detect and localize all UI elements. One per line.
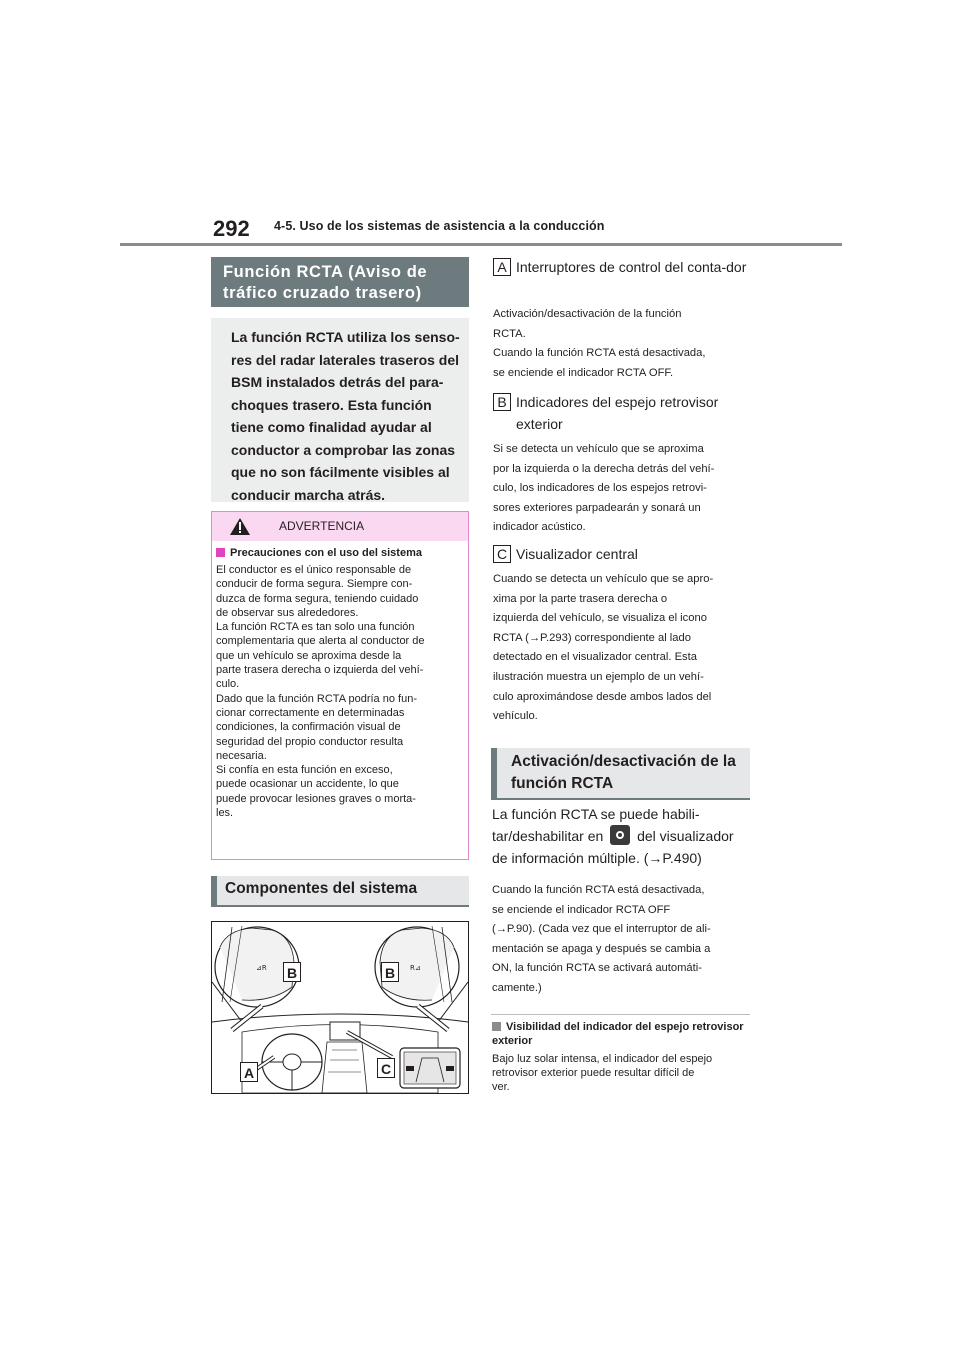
activation-text-before: La función RCTA se puede habili-tar/deshabilitar en (492, 806, 700, 844)
item-a-title: Interruptores de control del conta-dor (516, 259, 747, 275)
visibility-subtitle (492, 1020, 752, 1048)
label-c: C (377, 1058, 395, 1078)
system-components-illustration (211, 921, 469, 1094)
svg-text:⊿R: ⊿R (256, 964, 267, 972)
visibility-body: Bajo luz solar intensa, el indicador del espejo retrovisor exterior puede resultar difícil de ver. (492, 1053, 713, 1093)
warning-subtitle-text: Precauciones con el uso del sistema (230, 547, 422, 559)
activation-heading: Activación/desactivación de la función RCTA (491, 748, 750, 800)
section-divider (491, 1014, 750, 1015)
visibility-subtitle-text: Visibilidad del indicador del espejo retrovisor exterior (492, 1021, 744, 1047)
item-c-key: C (493, 545, 511, 563)
item-c-title: Visualizador central (516, 546, 638, 562)
item-b-key: B (493, 393, 511, 411)
item-a-key: A (493, 258, 511, 276)
warning-box (211, 511, 469, 860)
rcta-section-heading: Función RCTA (Aviso de tráfico cruzado trasero) (211, 257, 469, 307)
activation-desc: Cuando la función RCTA está desactivada, se enciende el indicador RCTA OFF (→P.90). (Cada vez que el interruptor de ali- mentación se apaga y después se cambia a ON, la función RCTA se activará automáti- camente.) (492, 884, 711, 994)
warning-subtitle (216, 547, 422, 559)
item-a (493, 258, 755, 379)
item-c (493, 545, 755, 723)
label-b-right: B (381, 962, 399, 982)
warning-body: El conductor es el único responsable de conducir de forma segura. Siempre con- duzca de forma segura, teniendo cuidado de observar sus alrededores. La función RCTA es tan solo una función complementaria que alerta al conductor de que un vehículo se aproxima desde la parte trasera derecha o izquierda del vehí- culo. Dado que la función RCTA podría no fun- cionar correctamente en determinadas condiciones, la confirmación visual de seguridad del propio conductor resulta necesaria. Si confía en esta función en exceso, puede ocasionar un accidente, lo que puede provocar lesiones graves o morta- les. (216, 564, 425, 820)
page-number: 292 (213, 216, 250, 241)
header-rule (120, 243, 842, 246)
activation-text (492, 803, 752, 869)
svg-text:R⊿: R⊿ (410, 964, 421, 972)
components-heading: Componentes del sistema (211, 876, 469, 907)
warning-title: ADVERTENCIA (279, 519, 365, 533)
item-b-title: Indicadores del espejo retrovisor exterior (516, 394, 719, 432)
warning-exclamation-mark (239, 522, 241, 530)
item-b (493, 393, 755, 534)
rcta-intro-text: La función RCTA utiliza los senso-res del radar laterales traseros del BSM instalados detrás del para-choques trasero. Esta función tiene como finalidad ayudar al conductor a comprobar las zonas que no son fácilmente visibles al conducir marcha atrás. (211, 318, 469, 502)
warning-exclamation-dot (239, 531, 241, 533)
pink-square-bullet-icon (216, 548, 225, 557)
activation-text-after: del visualizador de información múltiple. (→P.490) (492, 828, 734, 866)
label-a: A (240, 1062, 258, 1082)
chapter-title: 4-5. Uso de los sistemas de asistencia a la conducción (274, 219, 605, 233)
item-b-desc: Si se detecta un vehículo que se aproxima por la izquierda o la derecha detrás del vehí- culo, los indicadores de los espejos retrovi- sores exteriores parpadearán y sonará un indicador acústico. (493, 443, 715, 534)
label-b-left: B (283, 962, 301, 982)
item-a-desc: Activación/desactivación de la función RCTA. Cuando la función RCTA está desactivada, se enciende el indicador RCTA OFF. (493, 308, 706, 379)
gray-square-bullet-icon (492, 1022, 501, 1031)
settings-gear-icon (610, 825, 630, 845)
item-c-desc: Cuando se detecta un vehículo que se apro- xima por la parte trasera derecha o izquierda del vehículo, se visualiza el icono RCTA (→P.293) correspondiente al lado detectado en el visualizador central. Esta ilustración muestra un ejemplo de un vehí- culo aproximándose desde ambos lados del vehículo. (493, 573, 714, 723)
